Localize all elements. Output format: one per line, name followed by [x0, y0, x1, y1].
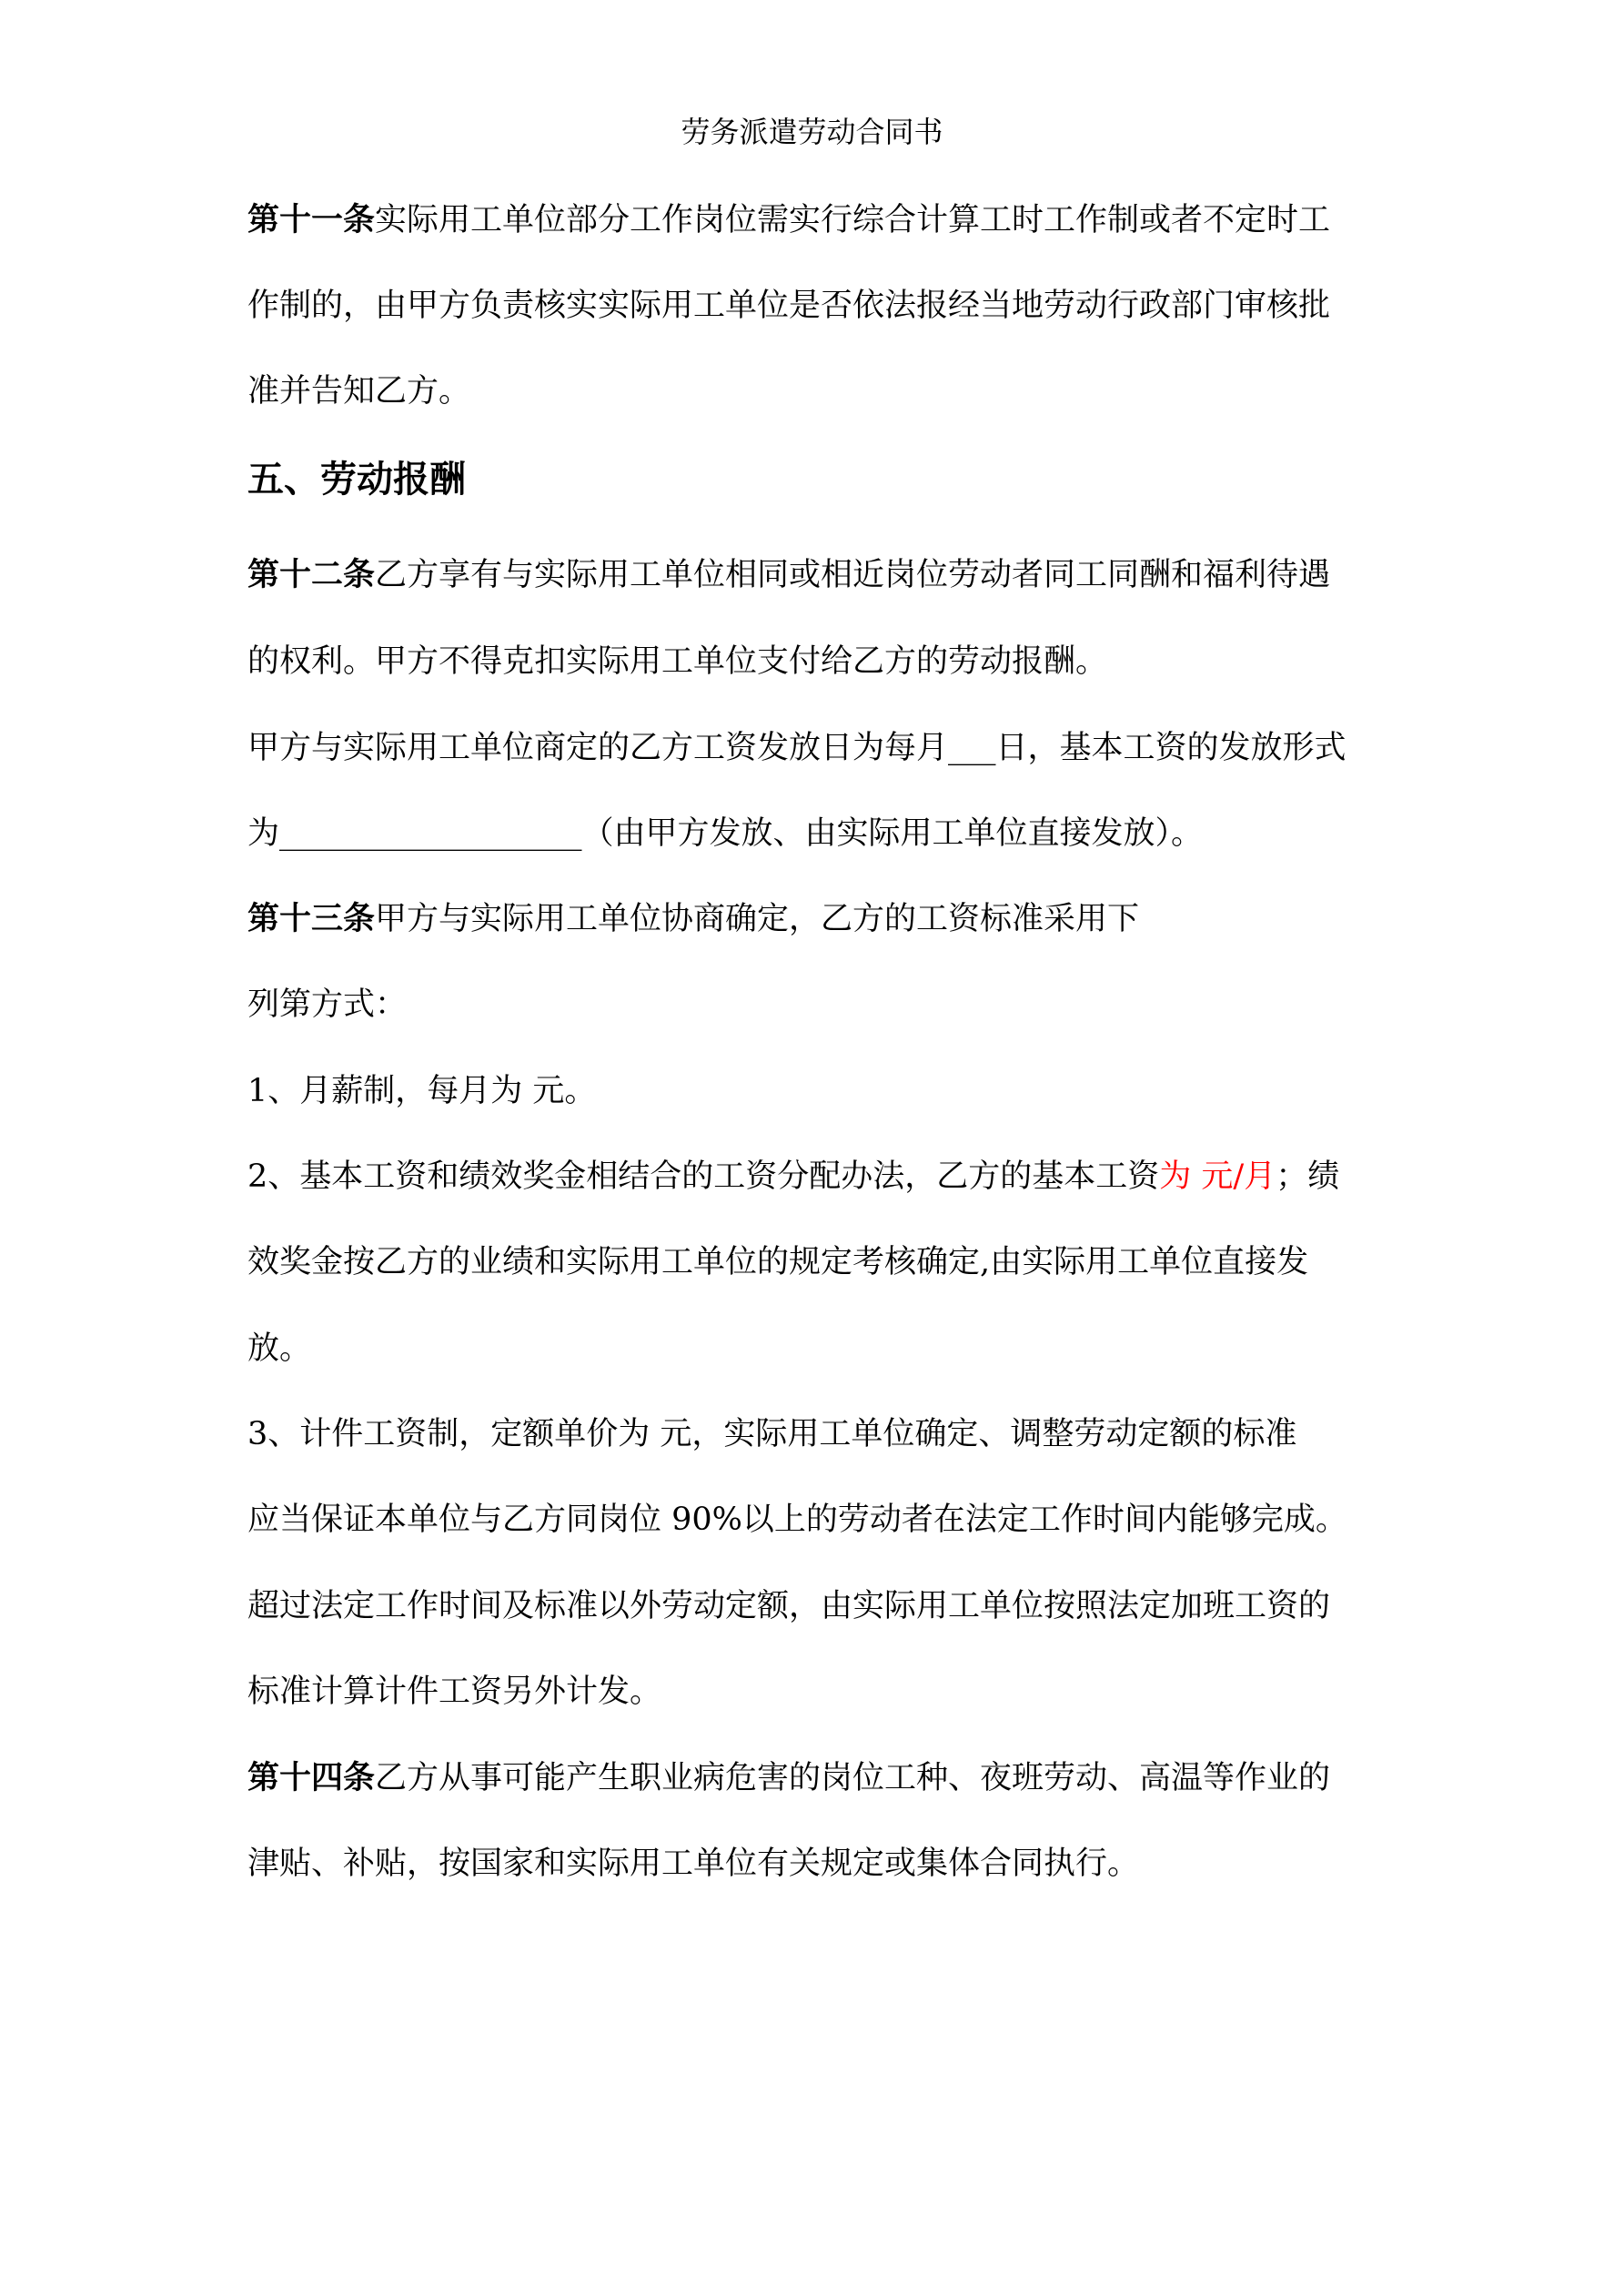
article-11-heading: 第十一条	[247, 202, 376, 238]
article-12-line-4: 为___________________（由甲方发放、由实际用工单位直接发放）。	[247, 815, 1204, 852]
article-13-item-2-line-3: 放。	[247, 1330, 312, 1367]
article-13-item-3-line-3: 超过法定工作时间及标准以外劳动定额，由实际用工单位按照法定加班工资的	[247, 1588, 1331, 1624]
article-14-line-1	[247, 1756, 1330, 1800]
article-13-line-2: 列第方式：	[247, 986, 408, 1023]
article-14-heading: 第十四条	[247, 1760, 376, 1796]
article-13-text-1: 甲方与实际用工单位协商确定，乙方的工资标准采用下	[375, 901, 1140, 937]
article-13-item-1: 1、月薪制，每月为 元。	[247, 1073, 597, 1109]
article-13-item-2-line-2: 效奖金按乙方的业绩和实际用工单位的规定考核确定,由实际用工单位直接发	[247, 1244, 1309, 1280]
article-13-item-3-line-4: 标准计算计件工资另外计发。	[247, 1674, 662, 1710]
section-5-title: 五、劳动报酬	[247, 459, 466, 501]
article-12-line-3: 甲方与实际用工单位商定的乙方工资发放日为每月___日，基本工资的发放形式	[247, 730, 1347, 766]
page-header-title: 劳务派遣劳动合同书	[681, 115, 943, 149]
article-13-item-2-text-a: 2、基本工资和绩效奖金相结合的工资分配办法，乙方的基本工资	[247, 1158, 1160, 1195]
article-13-item-2-text-b: ；绩	[1276, 1158, 1340, 1195]
article-12-text-1: 乙方享有与实际用工单位相同或相近岗位劳动者同工同酬和福利待遇	[375, 557, 1331, 593]
article-13-item-2-highlight: 为 元/月	[1159, 1158, 1276, 1195]
article-12-line-2: 的权利。甲方不得克扣实际用工单位支付给乙方的劳动报酬。	[247, 643, 1108, 680]
article-12-line-1	[247, 553, 1330, 597]
article-13-item-3-line-1: 3、计件工资制，定额单价为 元，实际用工单位确定、调整劳动定额的标准	[247, 1416, 1297, 1452]
article-11-line-2: 作制的，由甲方负责核实实际用工单位是否依法报经当地劳动行政部门审核批	[247, 288, 1331, 324]
article-14-line-2: 津贴、补贴，按国家和实际用工单位有关规定或集体合同执行。	[247, 1846, 1140, 1882]
article-14-text-1: 乙方从事可能产生职业病危害的岗位工种、夜班劳动、高温等作业的	[375, 1760, 1331, 1796]
article-11-line-3: 准并告知乙方。	[247, 373, 471, 410]
article-12-heading: 第十二条	[247, 557, 376, 593]
article-11-text-1: 实际用工单位部分工作岗位需实行综合计算工时工作制或者不定时工	[375, 202, 1331, 238]
article-13-item-3-line-2: 应当保证本单位与乙方同岗位 90%以上的劳动者在法定工作时间内能够完成。	[247, 1502, 1347, 1538]
article-13-heading: 第十三条	[247, 901, 376, 937]
article-11-line-1	[247, 198, 1330, 242]
article-13-line-1	[247, 897, 1139, 941]
article-13-item-2-line-1	[247, 1155, 1339, 1199]
